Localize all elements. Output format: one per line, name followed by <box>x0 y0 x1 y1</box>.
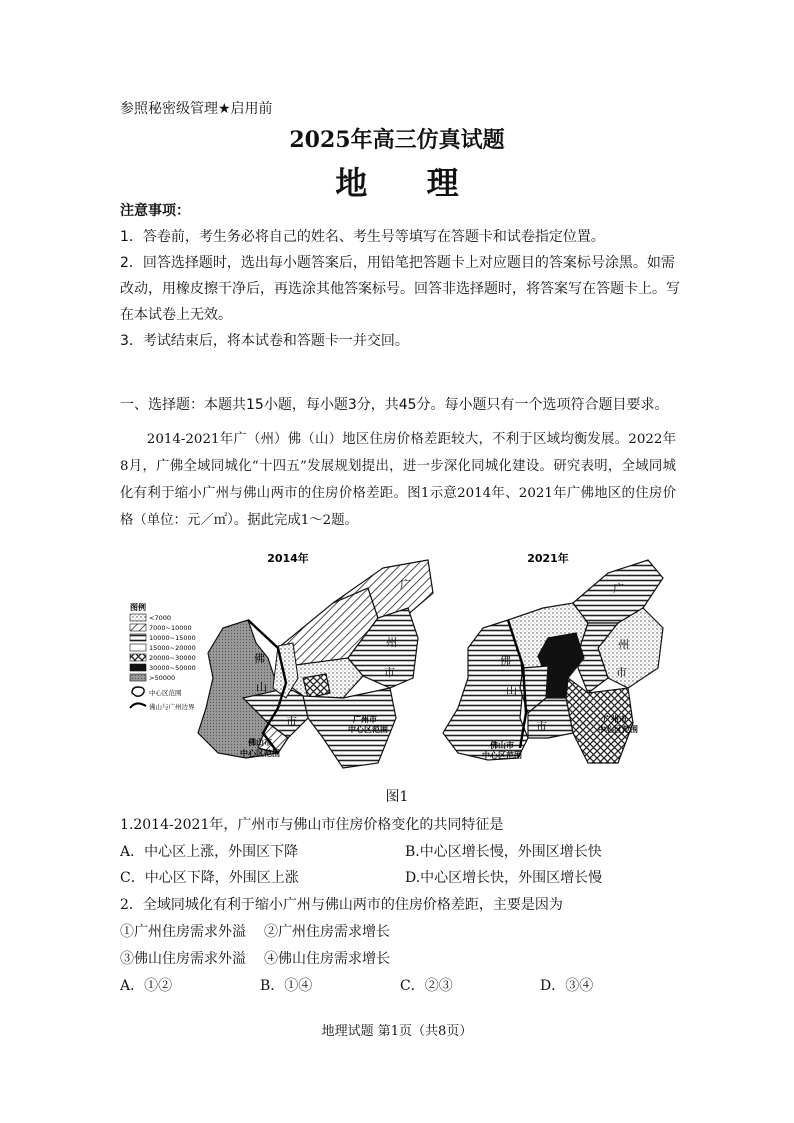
question-2-option-a: A．①② <box>120 978 173 994</box>
label-zhou-left: 州 <box>386 636 397 649</box>
secret-level: 参照秘密级管理★启用前 <box>120 101 273 117</box>
label-guang-right: 广 <box>613 582 624 595</box>
label-gz-center-right-2: 中心区范围 <box>598 725 638 734</box>
notice-heading: 注意事项： <box>120 203 190 219</box>
label-fs-center-right-1: 佛山市 <box>490 741 514 750</box>
question-1-option-a: A．中心区上涨，外围区下降 <box>120 844 299 860</box>
exam-title: 2025年高三仿真试题 <box>289 127 505 153</box>
legend-label-5: 20000~30000 <box>149 654 196 662</box>
label-shi2-right: 市 <box>536 720 547 733</box>
label-zhou-right: 州 <box>618 638 629 651</box>
legend-border-icon <box>130 703 146 708</box>
label-shan-left: 山 <box>256 681 267 694</box>
question-2-statement-2: ②广州住房需求增长 <box>264 924 390 940</box>
notice-item-3: 3．考试结束后，将本试卷和答题卡一并交回。 <box>120 333 409 349</box>
label-shi2-left: 市 <box>286 715 297 728</box>
legend-swatch-4 <box>130 644 146 651</box>
legend-label-6: 30000~50000 <box>149 664 196 672</box>
question-1-option-b: B.中心区增长慢，外围区增长快 <box>405 844 602 860</box>
notice-item-2: 2．回答选择题时，选出每小题答案后，用铅笔把答题卡上对应题目的答案标号涂黑。如需改动，用橡皮擦干净后，再选涂其他答案标号。回答非选择题时，将答案写在答题卡上。写在本试卷上无效。 <box>120 255 680 323</box>
figure-caption: 图1 <box>385 789 409 805</box>
map-left-title: 2014年 <box>267 552 309 565</box>
question-1-option-c: C．中心区下降，外围区上涨 <box>120 870 299 886</box>
label-gz-center-left-1: 广州市 <box>353 715 377 724</box>
question-2-statement-1: ①广州住房需求外溢 <box>120 924 246 940</box>
question-2-statement-3: ③佛山住房需求外溢 <box>120 951 246 967</box>
label-shan-right: 山 <box>506 684 517 697</box>
legend-label-border: 佛山与广州边界 <box>149 703 195 711</box>
legend-label-center: 中心区范围 <box>149 689 182 697</box>
notice-item-1: 1．答卷前，考生务必将自己的姓名、考生号等填写在答题卡和试卷指定位置。 <box>120 229 605 245</box>
label-shi-left: 市 <box>384 666 395 679</box>
legend-swatch-5 <box>130 654 146 661</box>
legend-swatch-2 <box>130 624 146 631</box>
legend-swatch-3 <box>130 634 146 641</box>
subject-title: 地 理 <box>335 164 483 202</box>
question-2-option-d: D．③④ <box>540 978 594 994</box>
label-fo-right: 佛 <box>500 654 511 667</box>
question-2-statement-4: ④佛山住房需求增长 <box>264 951 390 967</box>
legend-title: 图例 <box>130 603 146 612</box>
legend-center-icon <box>132 687 144 696</box>
legend-label-3: 10000~15000 <box>149 634 196 642</box>
label-gz-center-left-2: 中心区范围 <box>348 725 388 734</box>
legend-swatch-6 <box>130 664 146 671</box>
question-2-option-b: B．①④ <box>260 978 313 994</box>
label-gz-center-right-1: 广州市 <box>603 715 627 724</box>
legend-label-4: 15000~20000 <box>149 644 196 652</box>
label-fo-left: 佛 <box>254 652 265 665</box>
legend-swatch-1 <box>130 614 146 621</box>
map-legend <box>130 602 196 711</box>
legend-swatch-7 <box>130 674 146 681</box>
section-title: 一、选择题：本题共15小题，每小题3分，共45分。每小题只有一个选项符合题目要求。 <box>120 397 669 413</box>
map-2014 <box>198 560 433 768</box>
label-fs-center-left-1: 佛山市 <box>248 738 272 747</box>
question-2-stem: 2．全域同城化有利于缩小广州与佛山两市的住房价格差距，主要是因为 <box>120 897 563 913</box>
question-2-option-c: C．②③ <box>400 978 453 994</box>
section-intro: 2014-2021年广（州）佛（山）地区住房价格差距较大，不利于区域均衡发展。2022年8月，广佛全域同城化“十四五”发展规划提出，进一步深化同城化建设。研究表明，全域同城化有利于缩小广州与佛山两市的住房价格差距。图1示意2014年、2021年广佛地区的住房价格（单位：元／㎡）。据此完成1～2题。 <box>120 432 676 528</box>
label-guang-left: 广 <box>400 578 411 591</box>
legend-label-7: >50000 <box>149 674 176 682</box>
map-right-title: 2021年 <box>527 552 569 565</box>
question-1-stem: 1.2014-2021年，广州市与佛山市住房价格变化的共同特征是 <box>120 817 504 833</box>
question-1-option-d: D.中心区增长快，外围区增长慢 <box>405 870 603 886</box>
label-shi-right: 市 <box>616 666 627 679</box>
label-fs-center-right-2: 中心区范围 <box>482 751 522 760</box>
legend-label-1: <7000 <box>149 614 171 622</box>
page-footer: 地理试题 第1页（共8页） <box>321 1024 473 1039</box>
legend-label-2: 7000~10000 <box>149 624 192 632</box>
label-fs-center-left-2: 中心区范围 <box>240 749 280 758</box>
figure-maps <box>128 548 668 778</box>
